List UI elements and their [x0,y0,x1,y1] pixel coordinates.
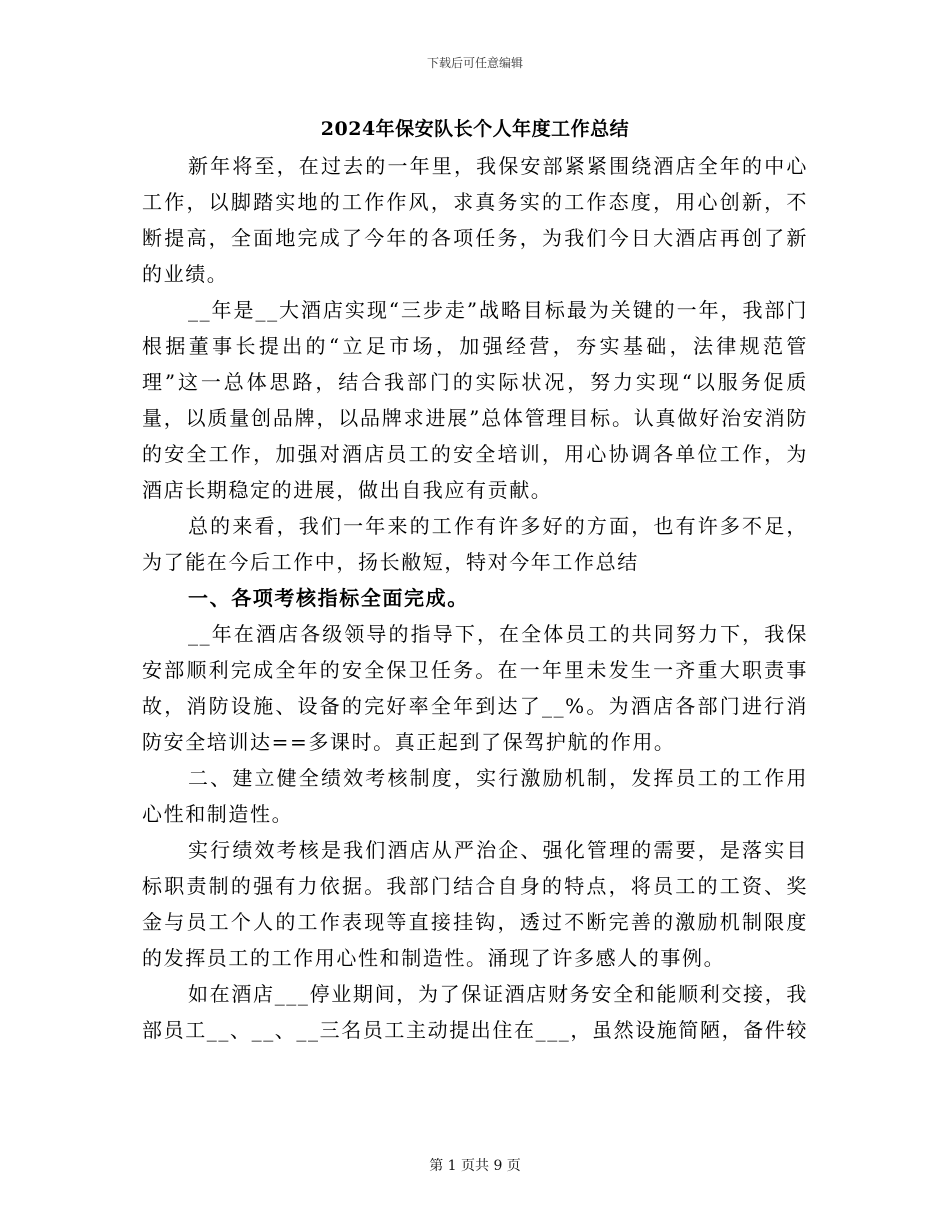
document-title: 2024年保安队长个人年度工作总结 [320,118,630,140]
paragraph-section-1: __年在酒店各级领导的指导下，在全体员工的共同努力下，我保安部顺利完成全年的安全保卫任务。在一年里未发生一齐重大职责事故，消防设施、设备的完好率全年到达了__%。为酒店各部门进行消防安全培训达==多课时。真正起到了保驾护航的作用。 [142,622,808,754]
section-heading-1: 一、各项考核指标全面完成。 [188,586,469,610]
header-note: 下载后可任意编辑 [426,56,523,70]
paragraph-example: 如在酒店___停业期间，为了保证酒店财务安全和能顺利交接，我部员工__、__、__三名员工主动提出住在___，虽然设施简陋，备件较 [142,982,808,1042]
paragraph-intro: 新年将至，在过去的一年里，我保安部紧紧围绕酒店全年的中心工作，以脚踏实地的工作作风，求真务实的工作态度，用心创新，不断提高，全面地完成了今年的各项任务，为我们今日大酒店再创了新的业绩。 [142,154,808,286]
paragraph-strategy: __年是__大酒店实现“三步走”战略目标最为关键的一年，我部门根据董事长提出的“立足市场，加强经营，夯实基础，法律规范管理”这一总体思路，结合我部门的实际状况，努力实现“以服务促质量，以质量创品牌，以品牌求进展”总体管理目标。认真做好治安消防的安全工作，加强对酒店员工的安全培训，用心协调各单位工作，为酒店长期稳定的进展，做出自我应有贡献。 [142,298,808,502]
paragraph-performance: 实行绩效考核是我们酒店从严治企、强化管理的需要，是落实目标职责制的强有力依据。我部门结合自身的特点，将员工的工资、奖金与员工个人的工作表现等直接挂钩，透过不断完善的激励机制限度的发挥员工的工作用心性和制造性。涌现了许多感人的事例。 [142,838,808,970]
section-heading-2: 二、建立健全绩效考核制度，实行激励机制，发挥员工的工作用心性和制造性。 [142,766,808,826]
document-body [142,148,808,1048]
page-footer: 第 1 页共 9 页 [429,1158,521,1174]
paragraph-overview: 总的来看，我们一年来的工作有许多好的方面，也有许多不足，为了能在今后工作中，扬长敝短，特对今年工作总结 [142,514,808,574]
